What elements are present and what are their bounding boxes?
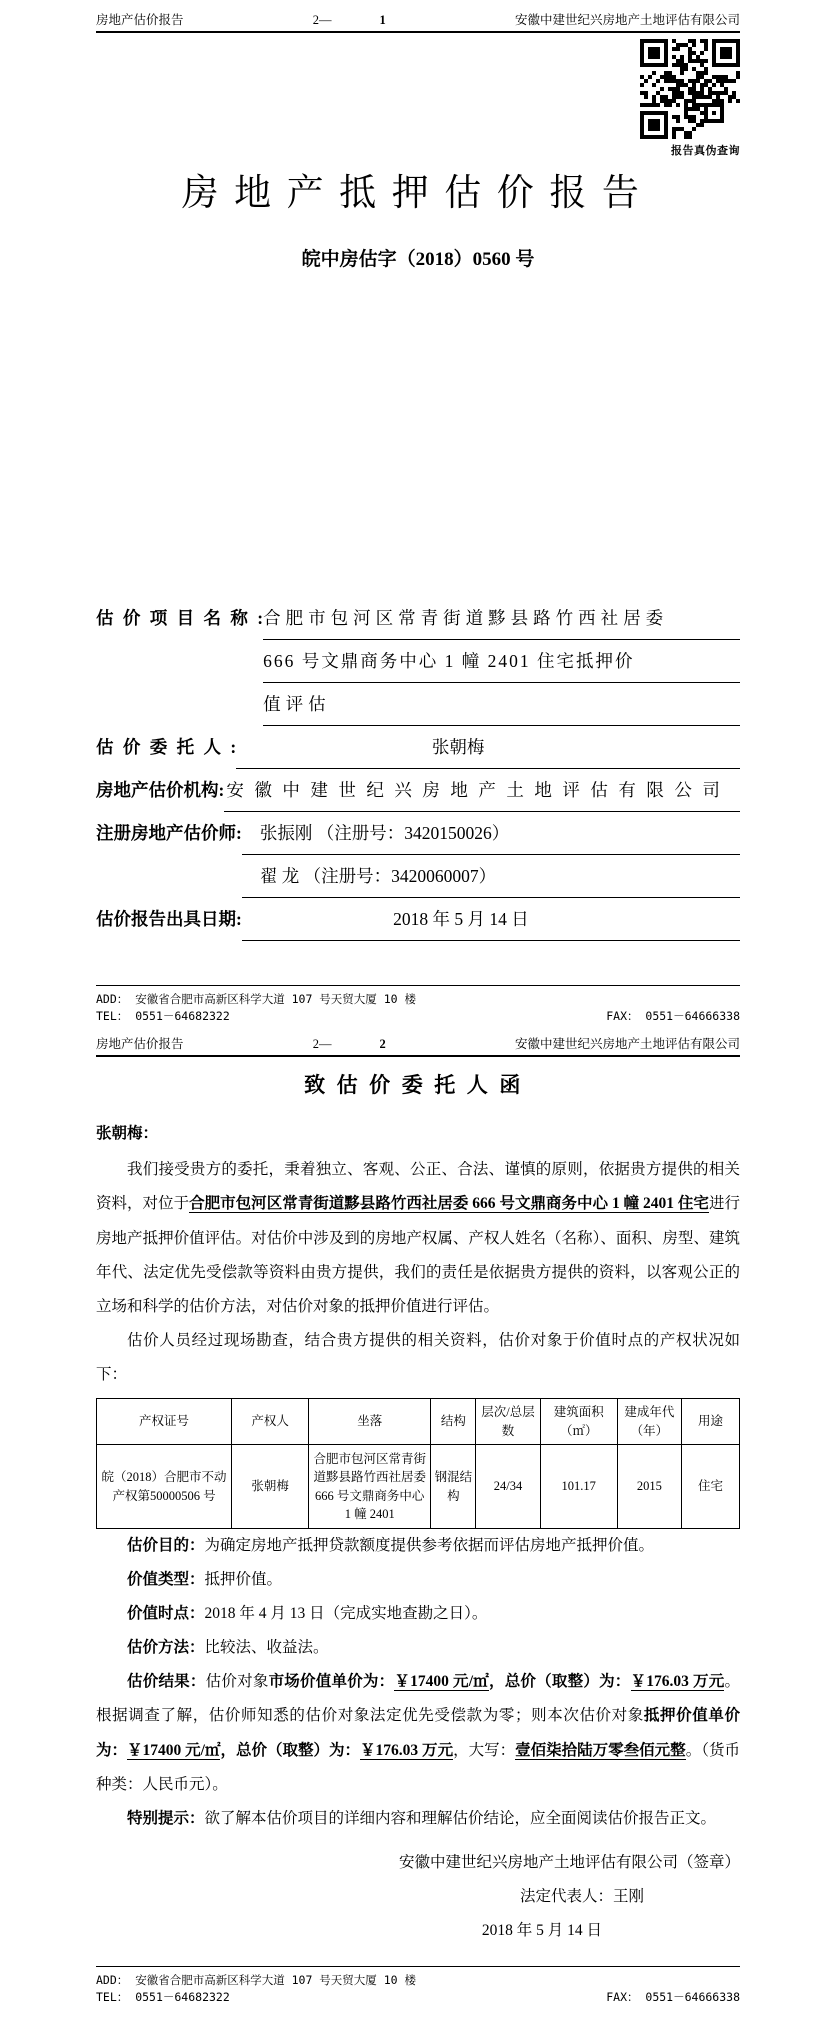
field-appraiser1-value: 张振刚 （注册号：3420150026）	[242, 812, 740, 855]
item-notice	[96, 1802, 740, 1836]
cell-owner: 张朝梅	[232, 1445, 309, 1529]
item-notice-text: 欲了解本估价项目的详细内容和理解估价结论，应全面阅读估价报告正文。	[204, 1809, 717, 1827]
cover-fields	[96, 597, 740, 941]
signature-representative: 法定代表人：王刚	[519, 1887, 644, 1905]
result-market-total: ￥176.03 万元	[630, 1673, 725, 1691]
col-cert-no: 产权证号	[97, 1399, 232, 1445]
header-company-name: 安徽中建世纪兴房地产土地评估有限公司	[514, 1037, 740, 1052]
header-company-name: 安徽中建世纪兴房地产土地评估有限公司	[514, 13, 740, 27]
letter-paragraph-1	[96, 1153, 740, 1323]
item-purpose	[96, 1529, 740, 1563]
item-notice-label: 特别提示：	[127, 1809, 205, 1827]
result-mortgage-unit-price-label: 抵押价值单价为：	[96, 1707, 740, 1759]
cell-year: 2015	[617, 1445, 681, 1529]
field-project-line2: 666 号文鼎商务中心 1 幢 2401 住宅抵押价	[263, 640, 740, 683]
field-appraiser1-value-wrap	[242, 812, 740, 855]
field-project-line3: 值评估	[263, 683, 740, 726]
col-year: 建成年代（年）	[617, 1399, 681, 1445]
item-result	[96, 1665, 740, 1801]
footer-address: ADD： 安徽省合肥市高新区科学大道 107 号天贸大厦 10 楼	[96, 1973, 417, 1988]
footer-fax: FAX： 0551－64666338	[606, 1008, 740, 1023]
item-value-date-label: 价值时点：	[127, 1605, 205, 1623]
para1-property-address: 合肥市包河区常青街道黟县路竹西社居委 666 号文鼎商务中心 1 幢 2401 住宅	[189, 1195, 709, 1213]
col-owner: 产权人	[232, 1399, 309, 1445]
result-label: 估价结果：	[127, 1673, 206, 1691]
field-project-name	[96, 597, 740, 726]
item-method-text: 比较法、收益法。	[204, 1639, 329, 1657]
field-appraiser-label: 注册房地产估价师:	[96, 823, 242, 843]
para1-body: 进行房地产抵押价值评估。对估价中涉及到的房地产权属、产权人姓名（名称）、面积、房型、建筑年代、法定优先受偿款等资料由贵方提供，我们的责任是依据贵方提供的资料，以客观公正的立场和科学的估价方法，对估价对象的抵押价值进行评估。	[96, 1195, 740, 1315]
field-client-value-wrap	[236, 726, 740, 769]
footer-tel: TEL： 0551－64682322	[96, 1989, 230, 2004]
qr-code	[640, 39, 740, 139]
letter-title: 致估价委托人函	[304, 1073, 532, 1098]
item-value-date	[96, 1597, 740, 1631]
item-method-label: 估价方法：	[127, 1639, 205, 1657]
item-value-type	[96, 1563, 740, 1597]
signature-company: 安徽中建世纪兴房地产土地评估有限公司（签章）	[398, 1853, 740, 1871]
field-agency-value: 安徽中建世纪兴房地产土地评估有限公司	[224, 769, 740, 812]
col-location: 坐落	[309, 1399, 431, 1445]
cell-structure: 钢混结构	[431, 1445, 476, 1529]
result-capital-amount: 壹佰柒拾陆万零叁佰元整	[515, 1741, 686, 1759]
item-purpose-label: 估价目的：	[127, 1537, 205, 1554]
table-row	[97, 1445, 740, 1529]
letter-paragraph-2: 估价人员经过现场勘查，结合贵方提供的相关资料，估价对象于价值时点的产权状况如下：	[96, 1331, 740, 1383]
header-page-number: 1	[379, 13, 386, 27]
field-project-value	[263, 597, 740, 726]
header-page-indicator	[313, 1037, 386, 1052]
header-doc-title: 房地产估价报告	[96, 1037, 184, 1052]
cell-location: 合肥市包河区常青街道黟县路竹西社居委 666 号文鼎商务中心 1 幢 2401	[309, 1445, 431, 1529]
result-currency-note: 。（货币种类：人民币元）。	[96, 1741, 740, 1793]
footer-contact-line	[96, 1989, 740, 2006]
result-explanation: 。根据调查了解，估价师知悉的估价对象法定优先受偿款为零；则本次估价对象	[96, 1673, 740, 1725]
col-area: 建筑面积（㎡）	[540, 1399, 617, 1445]
footer-address: ADD： 安徽省合肥市高新区科学大道 107 号天贸大厦 10 楼	[96, 992, 417, 1006]
result-market-unit-price: ￥17400 元/㎡	[394, 1673, 489, 1691]
report-main-title: 房地产抵押估价报告	[181, 173, 655, 214]
report-doc-number: 皖中房估字（2018）0560 号	[301, 249, 535, 270]
header-page-prefix: 2—	[312, 1037, 332, 1052]
qr-caption: 报告真伪查询	[671, 145, 740, 157]
col-floors: 层次/总层数	[476, 1399, 540, 1445]
qr-block	[96, 39, 740, 158]
field-agency-label: 房地产估价机构:	[96, 780, 225, 800]
field-client-label: 估 价 委 托 人 :	[96, 737, 237, 757]
field-project-label: 估 价 项 目 名 称 :	[96, 608, 264, 628]
footer-fax: FAX： 0551－64666338	[606, 1989, 740, 2004]
col-structure: 结构	[431, 1399, 476, 1445]
footer-tel: TEL： 0551－64682322	[96, 1008, 230, 1023]
header-doc-title: 房地产估价报告	[96, 13, 184, 27]
page1-footer	[96, 985, 740, 1024]
field-client	[96, 726, 740, 769]
field-agency	[96, 769, 740, 812]
field-appraiser2-value-wrap	[242, 855, 740, 898]
page2-footer	[96, 1966, 740, 2005]
letter-salutation: 张朝梅：	[96, 1125, 159, 1143]
cell-area: 101.17	[540, 1445, 617, 1529]
item-value-type-text: 抵押价值。	[204, 1571, 283, 1589]
result-market-unit-price-label: 市场价值单价为：	[268, 1673, 395, 1691]
result-mortgage-total-label: ，总价（取整）为：	[220, 1741, 361, 1759]
col-usage: 用途	[682, 1399, 740, 1445]
table-header-row	[97, 1399, 740, 1445]
header-page-prefix: 2—	[312, 13, 332, 27]
item-value-date-text: 2018 年 4 月 13 日（完成实地查勘之日）。	[204, 1605, 488, 1623]
field-appraiser-1	[96, 812, 740, 855]
result-mortgage-total: ￥176.03 万元	[360, 1741, 454, 1759]
field-appraiser-2	[96, 855, 740, 898]
field-client-value: 张朝梅	[236, 726, 740, 769]
header-page-indicator	[313, 13, 386, 28]
page1-header	[96, 0, 740, 33]
result-market-total-label: ，总价（取整）为：	[488, 1673, 631, 1691]
field-project-line1: 合肥市包河区常青街道黟县路竹西社居委	[263, 597, 740, 640]
page2-header	[96, 1024, 740, 1057]
field-agency-value-wrap	[224, 769, 740, 812]
para1-intro: 我们接受贵方的委托，秉着独立、客观、公正、合法、谨慎的原则，依据贵方提供的相关资料，对位于	[96, 1161, 740, 1213]
footer-contact-line	[96, 1008, 740, 1025]
cell-floors: 24/34	[476, 1445, 540, 1529]
cell-cert-no: 皖（2018）合肥市不动产权第50000506 号	[97, 1445, 232, 1529]
cell-usage: 住宅	[682, 1445, 740, 1529]
field-issue-date-label: 估价报告出具日期:	[96, 909, 242, 929]
field-issue-date-value-wrap	[242, 898, 740, 941]
result-capital-label: ，大写：	[453, 1741, 516, 1759]
field-appraiser2-value: 翟 龙 （注册号：3420060007）	[242, 855, 740, 898]
result-subject: 估价对象	[205, 1673, 269, 1691]
field-issue-date	[96, 898, 740, 941]
item-value-type-label: 价值类型：	[127, 1571, 205, 1589]
field-issue-date-value: 2018 年 5 月 14 日	[242, 898, 740, 941]
item-purpose-text: 为确定房地产抵押贷款额度提供参考依据而评估房地产抵押价值。	[204, 1537, 655, 1554]
property-rights-table	[96, 1398, 740, 1529]
item-method	[96, 1631, 740, 1665]
result-mortgage-unit-price: ￥17400 元/㎡	[127, 1741, 221, 1759]
signature-date: 2018 年 5 月 14 日	[481, 1922, 602, 1940]
header-page-number: 2	[379, 1037, 386, 1052]
